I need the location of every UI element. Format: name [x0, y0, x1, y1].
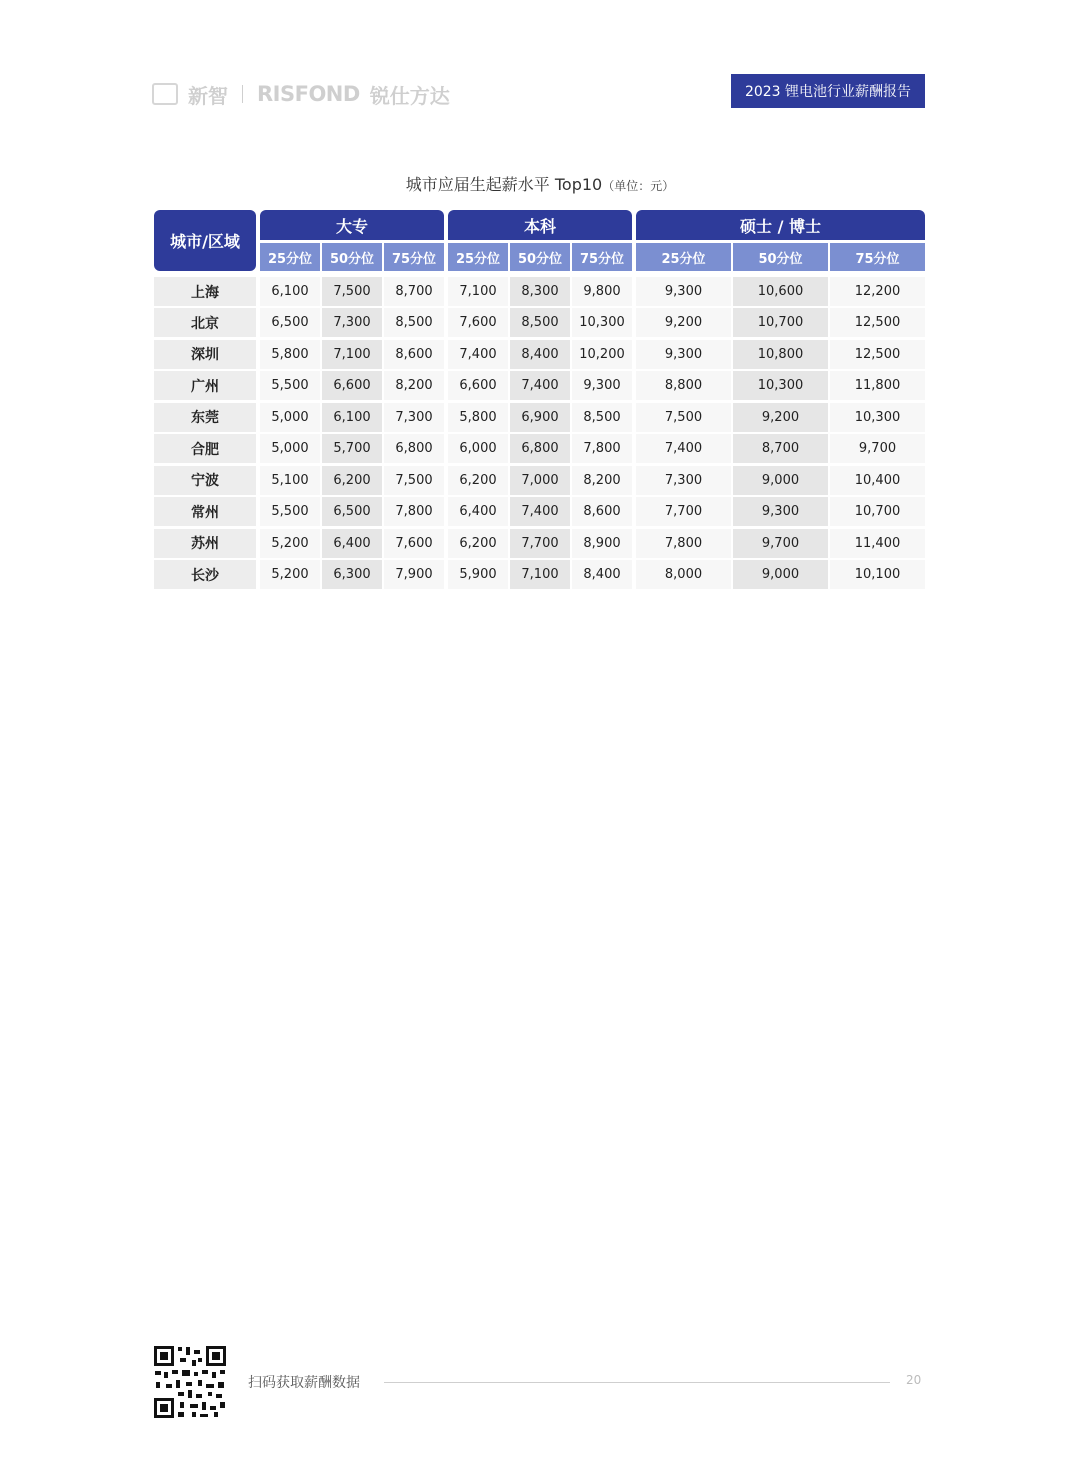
salary-cell: 9,700 [830, 434, 925, 463]
salary-cell: 5,000 [260, 403, 320, 432]
group-header: 大专 [260, 210, 444, 240]
percentile-header: 75分位 [572, 243, 632, 271]
salary-cell: 10,600 [733, 277, 828, 306]
salary-cell: 7,400 [510, 371, 570, 400]
salary-cell: 8,600 [384, 340, 444, 369]
table-row [154, 560, 925, 589]
city-cell: 上海 [154, 277, 256, 306]
xinzhi-logo-icon [152, 83, 178, 105]
table-row [154, 371, 925, 400]
percentile-header: 50分位 [322, 243, 382, 271]
table-row [154, 308, 925, 337]
percentile-header: 25分位 [260, 243, 320, 271]
salary-cell: 7,600 [384, 529, 444, 558]
table-row [154, 277, 925, 306]
percentile-header: 75分位 [384, 243, 444, 271]
salary-cell: 7,800 [636, 529, 731, 558]
salary-cell: 7,400 [510, 497, 570, 526]
salary-cell: 12,500 [830, 340, 925, 369]
percentile-header: 25分位 [636, 243, 731, 271]
table-title-text: 城市应届生起薪水平 Top10 [405, 175, 603, 194]
percentile-header: 25分位 [448, 243, 508, 271]
report-badge: 2023 锂电池行业薪酬报告 [731, 74, 925, 108]
salary-cell: 9,000 [733, 560, 828, 589]
group-header: 硕士 / 博士 [636, 210, 925, 240]
salary-cell: 7,000 [510, 466, 570, 495]
salary-cell: 6,100 [260, 277, 320, 306]
salary-cell: 7,800 [572, 434, 632, 463]
salary-cell: 8,400 [510, 340, 570, 369]
salary-cell: 12,200 [830, 277, 925, 306]
salary-cell: 5,700 [322, 434, 382, 463]
salary-cell: 7,400 [448, 340, 508, 369]
salary-cell: 10,100 [830, 560, 925, 589]
salary-cell: 7,900 [384, 560, 444, 589]
city-cell: 东莞 [154, 403, 256, 432]
salary-cell: 6,800 [510, 434, 570, 463]
brand-latin: RISFOND [257, 82, 360, 106]
salary-cell: 10,300 [830, 403, 925, 432]
salary-cell: 10,200 [572, 340, 632, 369]
table-row [154, 466, 925, 495]
salary-cell: 6,600 [448, 371, 508, 400]
salary-cell: 11,800 [830, 371, 925, 400]
salary-cell: 9,300 [572, 371, 632, 400]
salary-cell: 6,000 [448, 434, 508, 463]
salary-cell: 8,700 [733, 434, 828, 463]
salary-cell: 6,400 [448, 497, 508, 526]
salary-cell: 7,700 [510, 529, 570, 558]
salary-cell: 9,200 [636, 308, 731, 337]
salary-cell: 9,000 [733, 466, 828, 495]
salary-cell: 11,400 [830, 529, 925, 558]
logo-divider [242, 85, 243, 103]
salary-cell: 10,400 [830, 466, 925, 495]
salary-cell: 7,500 [322, 277, 382, 306]
salary-cell: 6,200 [448, 466, 508, 495]
group-header: 本科 [448, 210, 632, 240]
salary-cell: 10,700 [830, 497, 925, 526]
table-row [154, 434, 925, 463]
logo-area [152, 80, 450, 108]
percentile-header: 50分位 [733, 243, 828, 271]
salary-cell: 5,900 [448, 560, 508, 589]
percentile-header: 75分位 [830, 243, 925, 271]
salary-cell: 8,500 [572, 403, 632, 432]
salary-cell: 8,900 [572, 529, 632, 558]
salary-cell: 6,200 [448, 529, 508, 558]
city-column-header: 城市/区域 [154, 210, 256, 271]
salary-cell: 6,400 [322, 529, 382, 558]
salary-cell: 6,300 [322, 560, 382, 589]
salary-cell: 10,300 [733, 371, 828, 400]
salary-cell: 5,200 [260, 529, 320, 558]
table-row [154, 340, 925, 369]
table-unit: （单位：元） [602, 179, 675, 193]
city-cell: 广州 [154, 371, 256, 400]
salary-cell: 8,200 [384, 371, 444, 400]
city-cell: 深圳 [154, 340, 256, 369]
brand-cn: 锐仕方达 [369, 83, 450, 108]
salary-cell: 7,700 [636, 497, 731, 526]
salary-cell: 9,800 [572, 277, 632, 306]
salary-cell: 9,300 [636, 340, 731, 369]
salary-cell: 7,300 [636, 466, 731, 495]
table-row [154, 403, 925, 432]
salary-cell: 8,000 [636, 560, 731, 589]
salary-cell: 6,800 [384, 434, 444, 463]
salary-cell: 7,300 [384, 403, 444, 432]
salary-cell: 5,100 [260, 466, 320, 495]
salary-cell: 9,700 [733, 529, 828, 558]
city-cell: 北京 [154, 308, 256, 337]
footer-divider [384, 1382, 890, 1383]
salary-cell: 8,500 [510, 308, 570, 337]
salary-cell: 9,300 [733, 497, 828, 526]
salary-cell: 5,800 [260, 340, 320, 369]
salary-cell: 6,600 [322, 371, 382, 400]
salary-cell: 6,200 [322, 466, 382, 495]
footer-scan-text: 扫码获取薪酬数据 [248, 1375, 360, 1391]
qr-code-icon [152, 1344, 228, 1420]
salary-cell: 6,900 [510, 403, 570, 432]
salary-cell: 7,400 [636, 434, 731, 463]
logo-text: 新智 [188, 83, 228, 108]
salary-cell: 8,500 [384, 308, 444, 337]
salary-cell: 7,100 [448, 277, 508, 306]
city-cell: 常州 [154, 497, 256, 526]
salary-cell: 5,500 [260, 497, 320, 526]
city-cell: 苏州 [154, 529, 256, 558]
salary-cell: 8,400 [572, 560, 632, 589]
city-cell: 长沙 [154, 560, 256, 589]
salary-cell: 7,500 [636, 403, 731, 432]
salary-cell: 5,000 [260, 434, 320, 463]
salary-cell: 9,300 [636, 277, 731, 306]
salary-cell: 8,200 [572, 466, 632, 495]
salary-cell: 7,800 [384, 497, 444, 526]
salary-cell: 8,300 [510, 277, 570, 306]
salary-cell: 8,700 [384, 277, 444, 306]
city-cell: 合肥 [154, 434, 256, 463]
salary-cell: 6,500 [322, 497, 382, 526]
salary-cell: 12,500 [830, 308, 925, 337]
salary-cell: 7,300 [322, 308, 382, 337]
salary-cell: 8,800 [636, 371, 731, 400]
salary-cell: 5,800 [448, 403, 508, 432]
salary-cell: 6,500 [260, 308, 320, 337]
salary-cell: 7,100 [322, 340, 382, 369]
salary-cell: 8,600 [572, 497, 632, 526]
salary-cell: 10,300 [572, 308, 632, 337]
salary-cell: 5,500 [260, 371, 320, 400]
salary-cell: 9,200 [733, 403, 828, 432]
percentile-header: 50分位 [510, 243, 570, 271]
salary-cell: 10,700 [733, 308, 828, 337]
salary-cell: 10,800 [733, 340, 828, 369]
salary-cell: 6,100 [322, 403, 382, 432]
salary-cell: 5,200 [260, 560, 320, 589]
salary-cell: 7,100 [510, 560, 570, 589]
table-title [0, 172, 1080, 195]
page-number: 20 [906, 1373, 922, 1387]
city-cell: 宁波 [154, 466, 256, 495]
table-row [154, 529, 925, 558]
table-row [154, 497, 925, 526]
salary-cell: 7,600 [448, 308, 508, 337]
salary-cell: 7,500 [384, 466, 444, 495]
